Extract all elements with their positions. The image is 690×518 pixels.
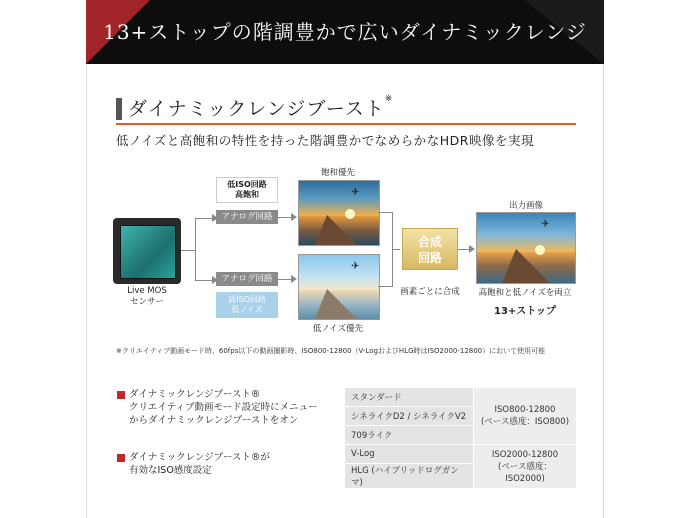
saturation-priority-photo: ✈: [298, 180, 380, 246]
table-row: HLG (ハイブリッドログガンマ): [345, 464, 474, 489]
output-photo: ✈: [476, 212, 576, 284]
iso-range-log: ISO2000-12800 (ベース感度：ISO2000): [474, 445, 577, 489]
connector: [278, 279, 292, 280]
banner-title: 13+ストップの階調豊かで広いダイナミックレンジ: [103, 20, 587, 44]
output-description: 高飽和と低ノイズを両立: [478, 288, 572, 298]
sensor-label: Live MOS センサー: [127, 286, 167, 307]
bullet-iso-setting: ダイナミックレンジブースト®が 有効なISO感度設定: [129, 452, 270, 476]
connector: [195, 218, 196, 280]
compose-caption: 画素ごとに合成: [400, 287, 460, 297]
saturation-priority-caption: 飽和優先: [320, 168, 355, 178]
output-stops: 13+ストップ: [494, 306, 556, 317]
connector: [392, 249, 400, 250]
bullet-marker: [117, 391, 125, 399]
connector: [378, 212, 392, 213]
arrow-icon: [469, 245, 475, 253]
sensor-image: [113, 218, 181, 284]
low-iso-circuit-label: 低ISO回路 高飽和: [216, 177, 278, 203]
section-title: ダイナミックレンジブースト※: [128, 94, 394, 120]
section-underline: [116, 123, 576, 125]
analog-circuit-top: アナログ回路: [216, 210, 278, 224]
table-row: 709ライク: [345, 426, 474, 445]
section-bar: [116, 98, 122, 120]
arrow-icon: [291, 213, 297, 221]
low-noise-priority-photo: ✈: [298, 254, 380, 320]
iso-sensitivity-table: [345, 388, 577, 489]
title-banner: [86, 0, 604, 64]
high-iso-circuit-label: 高ISO回路 低ノイズ: [216, 292, 278, 318]
connector: [278, 217, 292, 218]
table-row: スタンダード: [345, 388, 474, 407]
usage-note: ※クリエイティブ動画モード時、60fps以下の動画撮影時、ISO800-12800（V-LogおよびHLG時はISO2000-12800）において使用可能: [116, 347, 546, 355]
connector: [181, 250, 195, 251]
table-row: V-Log: [345, 445, 474, 464]
compose-circuit: 合成 回路: [402, 228, 458, 270]
table-row: シネライクD2 / シネライクV2: [345, 407, 474, 426]
bullet-menu-setting: ダイナミックレンジブースト® クリエイティブ動画モード設定時にメニュー からダイナミックレンジブーストをオン: [129, 389, 318, 426]
analog-circuit-bottom: アナログ回路: [216, 272, 278, 286]
bullet-marker: [117, 454, 125, 462]
output-caption: 出力画像: [508, 201, 543, 211]
arrow-icon: [291, 275, 297, 283]
section-subtitle: 低ノイズと高飽和の特性を持った階調豊かでなめらかなHDR映像を実現: [116, 133, 534, 148]
iso-range-standard: ISO800-12800 (ベース感度：ISO800): [474, 388, 577, 445]
connector: [378, 286, 392, 287]
low-noise-priority-caption: 低ノイズ優先: [312, 324, 364, 334]
